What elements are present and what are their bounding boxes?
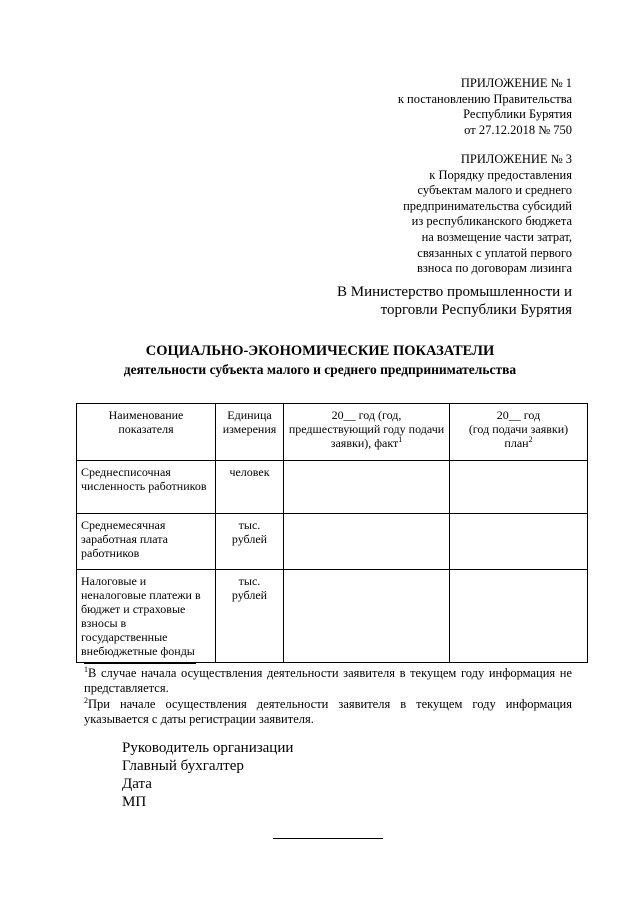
appendix-1-line: к постановлению Правительства — [397, 91, 572, 106]
unit-cell: человек — [216, 461, 284, 514]
signature-block — [122, 739, 293, 811]
document-title: СОЦИАЛЬНО-ЭКОНОМИЧЕСКИЕ ПОКАЗАТЕЛИ — [145, 343, 495, 359]
appendix-3-line: из республиканского бюджета — [411, 214, 572, 229]
unit-cell: тыс. рублей — [216, 570, 284, 663]
fact-cell[interactable] — [284, 514, 450, 570]
header-unit: Единица измерения — [216, 404, 284, 461]
plan-cell[interactable] — [450, 570, 588, 663]
document-subtitle: деятельности субъекта малого и среднего предпринимательства — [123, 362, 517, 377]
recipient — [337, 283, 572, 319]
end-separator — [273, 838, 383, 839]
table-row — [77, 514, 588, 570]
appendix-1-line: от 27.12.2018 № 750 — [464, 122, 572, 137]
footnote-1: $^1$В случае начала осуществления деятельности заявителя в текущем году информация не представляется. — [84, 664, 572, 695]
appendix-1-header — [398, 76, 572, 138]
appendix-3-title: ПРИЛОЖЕНИЕ № 3 — [460, 152, 572, 166]
appendix-3-line: к Порядку предоставления — [429, 167, 572, 182]
plan-cell[interactable] — [450, 514, 588, 570]
table-header-row — [77, 404, 588, 461]
appendix-3-line: предпринимательства субсидий — [403, 198, 572, 213]
appendix-3-line: связанных с уплатой первого — [417, 245, 572, 260]
appendix-1-title: ПРИЛОЖЕНИЕ № 1 — [460, 76, 572, 90]
indicator-cell: Среднесписочная численность работников — [77, 461, 216, 514]
appendix-3-line: субъектам малого и среднего — [417, 183, 572, 198]
appendix-3-line: на возмещение части затрат, — [421, 229, 572, 244]
table-row — [77, 570, 588, 663]
footnote-separator — [84, 663, 196, 664]
plan-cell[interactable] — [450, 461, 588, 514]
recipient-line: В Министерство промышленности и — [337, 284, 572, 300]
recipient-line: торговли Республики Бурятия — [380, 302, 572, 318]
appendix-3-header — [403, 152, 572, 277]
fact-cell[interactable] — [284, 570, 450, 663]
indicator-cell: Среднемесячная заработная плата работников — [77, 514, 216, 570]
signature-line-date: Дата — [122, 776, 152, 792]
header-fact: 20__ год (год, предшествующий году подачи заявки), факт$^1$ — [284, 404, 450, 461]
footnote-ref-1: 1 — [398, 435, 403, 444]
signature-line-stamp: МП — [122, 794, 147, 810]
appendix-1-line: Республики Бурятия — [463, 107, 572, 122]
indicators-table — [76, 403, 588, 663]
header-plan: 20__ год (год подачи заявки) план$^2$ — [450, 404, 588, 461]
table-row — [77, 461, 588, 514]
signature-line-head: Руководитель организации — [122, 740, 294, 756]
footnote-2: $^2$При начале осуществления деятельности заявителя в текущем году информация указывается с даты регистрации заявителя. — [84, 695, 572, 726]
unit-cell: тыс. рублей — [216, 514, 284, 570]
indicator-cell: Налоговые и неналоговые платежи в бюджет и страховые взносы в государственные внебюджетные фонды — [77, 570, 216, 663]
footnote-ref-2: 2 — [528, 435, 533, 444]
appendix-3-line: взноса по договорам лизинга — [416, 261, 572, 276]
signature-line-accountant: Главный бухгалтер — [122, 758, 244, 774]
fact-cell[interactable] — [284, 461, 450, 514]
header-indicator: Наименование показателя — [77, 404, 216, 461]
